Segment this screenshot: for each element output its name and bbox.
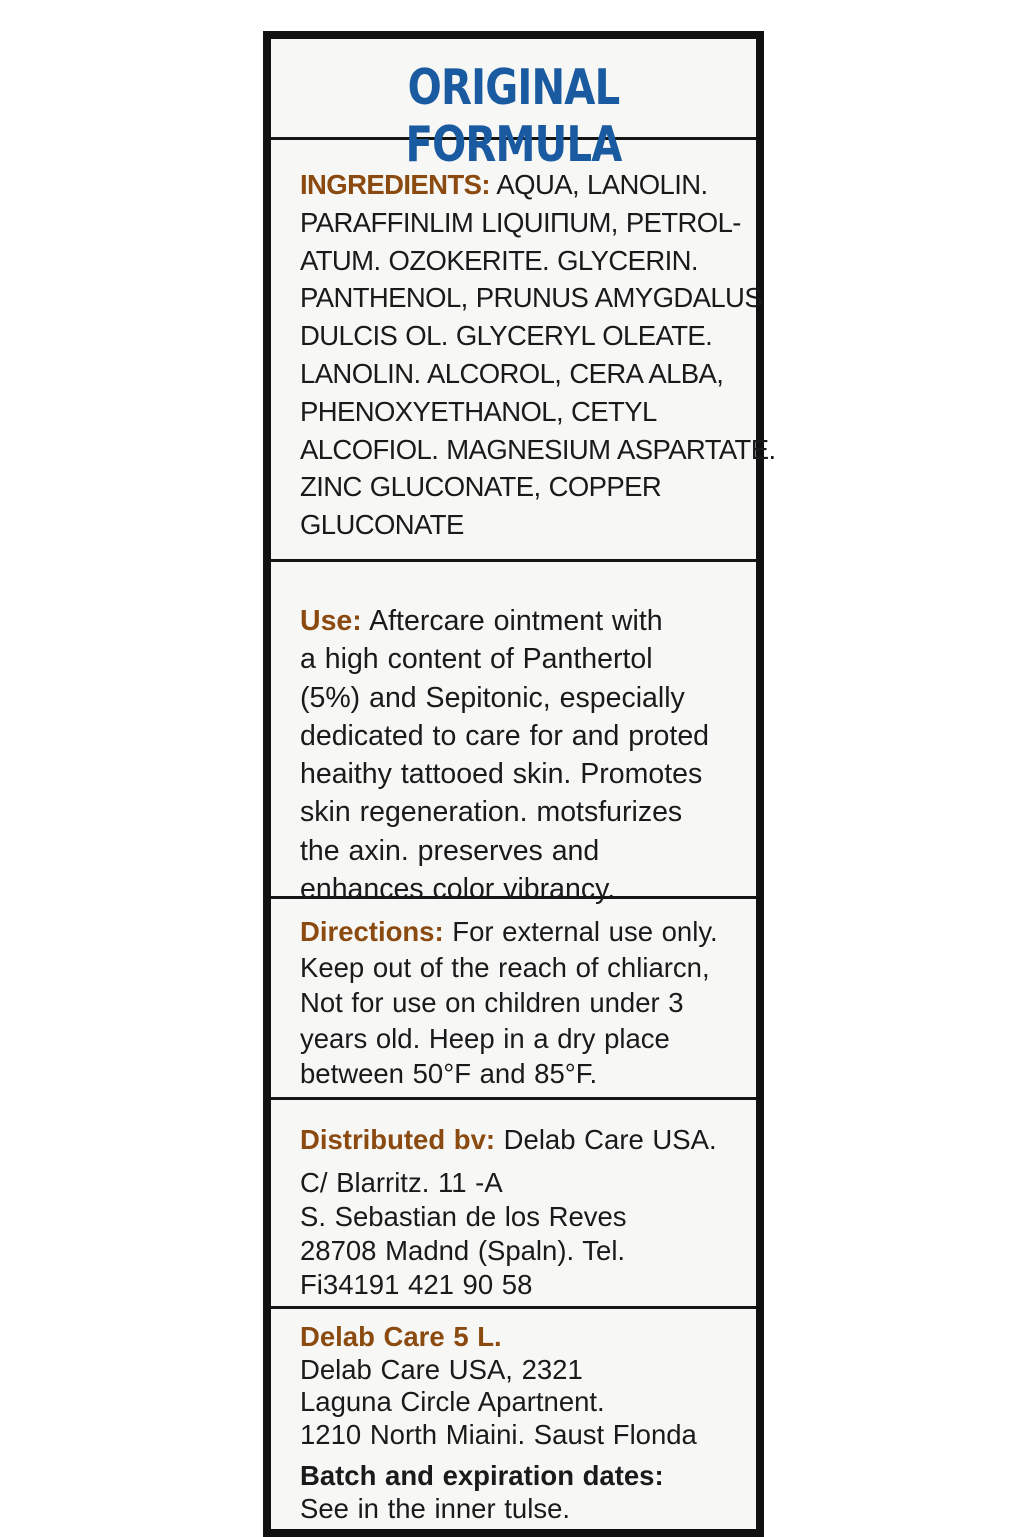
directions-line: Keep out of the reach of chliarcn,	[300, 951, 710, 983]
ingredients-line: PARAFFINLIM LIQUIПUM, PETROL-	[300, 206, 741, 238]
directions-line: For external use only.	[443, 916, 718, 947]
use-line: heaithy tattooed skin. Promotes	[300, 758, 703, 791]
ingredients-line: PANTHENOL, PRUNUS AMYGDALUS	[300, 282, 763, 314]
batch-text: See in the inner tulse.	[300, 1492, 571, 1524]
use-line: (5%) and Sepitonic, especially	[300, 681, 685, 714]
directions-line: years old. Heep in a dry place	[300, 1022, 670, 1054]
delab-line: 1210 North Miaini. Saust Flonda	[300, 1418, 697, 1450]
address-line: 28708 Madnd (Spaln). Tel.	[300, 1235, 626, 1266]
ingredients-section	[271, 140, 776, 562]
ingredients-line: AQUA, LANOLIN.	[489, 169, 708, 200]
delab-text	[300, 1321, 746, 1525]
delab-line: Delab Care USA, 2321	[300, 1353, 583, 1385]
use-line: enhances color vibrancy.	[300, 873, 616, 906]
use-line: a high content of Panthertol	[300, 643, 653, 676]
use-line: dedicated to care for and proted	[300, 719, 710, 752]
ingredients-line: PHENOXYETHANOL, CETYL	[300, 395, 657, 427]
use-line: the axin. preserves and	[300, 834, 600, 867]
distributor-name: Delab Care USA.	[495, 1124, 717, 1155]
directions-text	[300, 914, 746, 1092]
ingredients-heading: INGREDIENTS:	[300, 169, 490, 200]
ingredients-text	[300, 166, 776, 544]
batch-label: Batch and expiration dates:	[300, 1460, 664, 1491]
delab-heading: Delab Care 5 L.	[300, 1321, 502, 1352]
ingredients-line: DULCIS OL. GLYCERYL OLEATE.	[300, 320, 713, 352]
label-title: ORIGINAL FORMULA	[405, 59, 622, 173]
distributed-section	[271, 1100, 756, 1309]
use-heading: Use:	[300, 605, 362, 637]
ingredients-line: ALCOFIOL. MAGNESIUM ASPARTATE.	[300, 433, 776, 465]
use-line: Aftercare ointment with	[361, 605, 663, 637]
ingredients-line: GLUCONATE	[300, 509, 464, 541]
distributed-heading: Distributed bv:	[300, 1124, 496, 1155]
delab-section	[271, 1309, 756, 1529]
title-section	[271, 39, 756, 173]
address-line: C/ Blarritz. 11 -A	[300, 1167, 503, 1198]
directions-line: Not for use on children under 3	[300, 987, 684, 1018]
ingredients-line: LANOLIN. ALCOROL, CERA ALBA,	[300, 357, 724, 389]
delab-line: Laguna Circle Apartnent.	[300, 1386, 605, 1417]
directions-heading: Directions:	[300, 916, 444, 947]
address-line: Fi34191 421 90 58	[300, 1269, 533, 1300]
product-label	[263, 31, 776, 1537]
address-line: S. Sebastian de los Reves	[300, 1201, 627, 1232]
use-line: skin regeneration. motsfurizes	[300, 796, 683, 829]
directions-section	[271, 899, 756, 1100]
directions-line: between 50°F and 85°F.	[300, 1058, 598, 1089]
use-section	[271, 562, 756, 906]
distributed-text	[300, 1122, 746, 1302]
ingredients-line: ATUM. OZOKERITE. GLYCERIN.	[300, 244, 698, 276]
use-text	[300, 602, 746, 908]
ingredients-line: ZINC GLUCONATE, COPPER	[300, 471, 662, 503]
